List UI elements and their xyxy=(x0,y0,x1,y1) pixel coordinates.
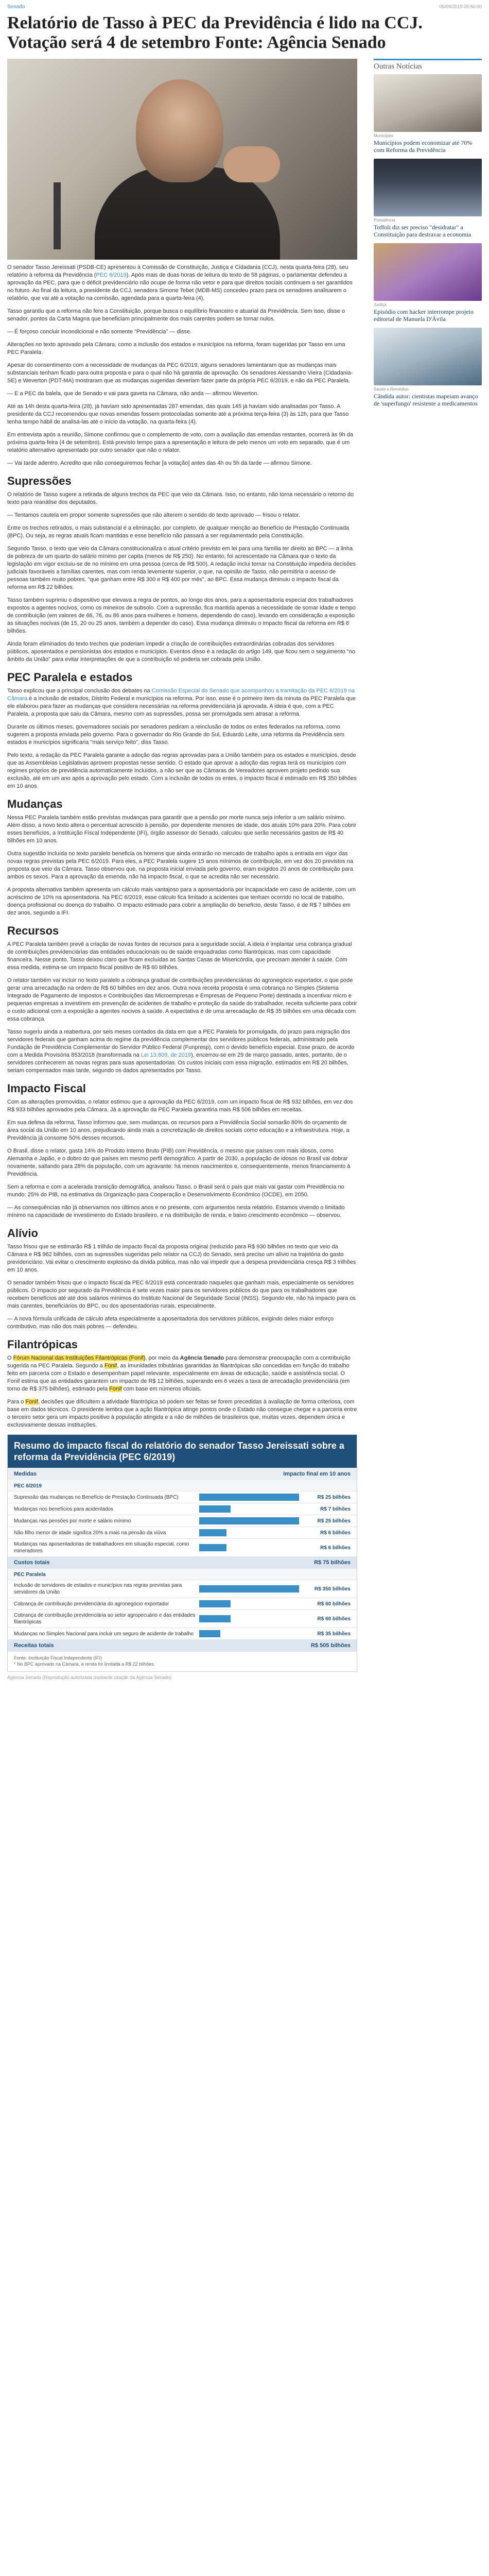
infographic-row xyxy=(8,1580,357,1598)
news-thumbnail[interactable] xyxy=(374,328,482,385)
photo-person xyxy=(136,79,223,182)
infographic-rows-paralela xyxy=(8,1580,357,1639)
impact-bar xyxy=(199,1615,231,1622)
paragraph xyxy=(7,1398,357,1429)
paragraph: Sem a reforma e com a acelerada transição demográfica, analisou Tasso, o Brasil será o país que mais vai gastar com Previdência no mundo: 25% do PIB, na estimativa da Organização para Cooperação e Desenvolvimento Econômico (OCDE), em 2050. xyxy=(7,1184,344,1198)
text-fragment: ). Após mais de duas horas de leitura do texto de 58 páginas, o parlamentar defendeu a aprovação da PEC, para que o déficit previdenciário não ocupe de forma não vetor e para que direitos sociais continuem a ser garantidos no futuro. Ao final da leitura, a presidente da CCJ, senadora Simone Tebet (MDB-MS) concedeu prazo para os senadores analisarem o relatório, que vai até a votação na comissão, agendada para a quarta-feira (4). xyxy=(7,272,353,301)
text-fragment: é a inclusão de estados, Distrito Federal e municípios na reforma. Por isso, esse é o primeiro item da minuta da PEC Paralela que ele elaborou para fazer as mudanças que considera necessárias na reforma previdenciária já aprovada. A ideia é que, com a PEC Paralela, a proposta que saiu da Câmara, mesmo com as supressões, possa ser promulgada sem atrasar a reforma. xyxy=(7,696,356,717)
total-value: R$ 505 bilhões xyxy=(310,1642,351,1649)
paragraph: A PEC Paralela também prevê a criação de novas fontes de recursos para a seguridade social. A ideia é implantar uma cobrança gradual de contribuições previdenciárias das entidades educacionais ou de saúde enquadradas como filantrópicas, mas com capacidade financeira. Nesse ponto, Tasso deixou claro que ficam excluídas as Santas Casas de Misericórdia, que precisam atender à saúde. Com essa medida, estima-se um impacto fiscal positivo de R$ 60 bilhões. xyxy=(7,941,352,971)
lead-photo xyxy=(7,59,357,260)
impact-bar xyxy=(199,1544,226,1551)
infographic-row xyxy=(8,1527,357,1538)
highlighted-text: Fonif xyxy=(109,1386,122,1392)
sidebar-news-item[interactable] xyxy=(374,159,482,238)
infographic-notes xyxy=(8,1652,357,1671)
row-value: R$ 25 bilhões xyxy=(317,1518,351,1524)
bar-track xyxy=(199,1585,304,1592)
news-link[interactable]: Episódio com hacker interrompe projeto editorial de Manuela D'Ávila xyxy=(374,308,474,323)
row-label: Inclusão de servidores de estados e municípios nas regras previstas para servidores da União xyxy=(14,1583,182,1595)
bar-track xyxy=(199,1544,304,1551)
text-fragment: , as imunidades tributárias garantidas às filantrópicas são concedidas em função do trabalho feito em parceria com o Estado e desempenham papel relevante, especialmente em áreas de educação, saúde e assistência social. O Fonif estima que as entidades garantem um impacto de R$ 12 bilhões, superando em 6 vezes a taxa de arrecadação previdenciária (em torno de R$ 375 bilhões), estimado pela xyxy=(7,1363,350,1392)
subtotal-value: R$ 75 bilhões xyxy=(314,1560,351,1566)
group-label: PEC Paralela xyxy=(8,1569,357,1580)
infographic-row xyxy=(8,1609,357,1628)
paragraph: O relatório de Tasso sugere a retirada de alguns trechos da PEC que veio da Câmara. Isso, no entanto, não torna necessário o retorno do texto para reanálise dos deputados. xyxy=(7,492,354,505)
sidebar-news-item[interactable] xyxy=(374,243,482,323)
paragraph: Pelo texto, a redação da PEC Paralela garante a adoção das regras aprovadas para a União também para os estados e municípios, desde que as Assembleias Legislativas aprovem propostas nesse sentido. O estado que aprovar a adoção das regras terá os municípios com regimes próprios de previdência automaticamente incluídos, a não ser que as Câmaras de Vereadores aprovem projeto pedindo sua exclusão, até em um ano após a aprovação pelo estado. Com a inclusão de todos os entes, o impacto fiscal é estimado em R$ 350 bilhões em 10 anos. xyxy=(7,752,357,789)
infographic-columns xyxy=(8,1468,357,1480)
row-label: Mudanças no Simples Nacional para incluir um seguro de acidente de trabalho xyxy=(14,1631,194,1637)
section-heading: Recursos xyxy=(7,924,59,937)
commission-link[interactable]: Comissão Especial do Senado que acompanhou a tramitação da PEC 6/2019 na Câmara xyxy=(7,688,355,702)
paragraph xyxy=(7,264,357,302)
sidebar xyxy=(374,59,482,412)
section-heading: Impacto Fiscal xyxy=(7,1082,86,1095)
paragraph: Durante os últimos meses, governadores sociais por senadores pediram a reinclusão de todos os entes federados na reforma, como sugerem a proposta enviada pelo governo. Para o governador do Rio Grande do Sul, Eduardo Leite, uma reforma da Previdência sem estados e municípios significaria "mais serviço feito", diss Tasso. xyxy=(7,724,344,745)
highlighted-text: Fonif xyxy=(104,1363,117,1369)
news-link[interactable]: Cândida autor: cientistas mapeiam avanço de 'superfungo' resistente a medicamentos xyxy=(374,393,478,407)
news-category: Municípios xyxy=(374,133,394,138)
text-fragment: para demonstrar preocupação com a contribuição sugerida na PEC Paralela. Segundo a xyxy=(7,1355,351,1369)
row-label: Mudanças nas pensões por morte e salário mínimo xyxy=(14,1518,131,1524)
impact-bar xyxy=(199,1529,226,1536)
impact-bar xyxy=(199,1630,220,1637)
infographic-title: Resumo do impacto fiscal do relatório do senador Tasso Jereissati sobre a reforma da Previdência (PEC 6/2019) xyxy=(8,1435,357,1468)
impact-bar xyxy=(199,1494,299,1501)
sidebar-title: Outras Notícias xyxy=(374,59,482,71)
news-category: Saúde e Remédios xyxy=(374,387,409,392)
paragraph: O relator também vai incluir no texto paralelo a cobrança gradual de contribuições previdenciárias do agronegócio exportador, o que pode gerar uma arrecadação na ordem de R$ 60 bilhões em dez anos. Outra nova receita proposta é uma cobrança no Simples (Sistema Integrado de Pagamento de Impostos e Contribuições das Microempresas e Empresas de Pequeno Porte) destinada a incentivar micro e pequenas empresas a investirem em prevenção de acidentes de trabalho e proteção da saúde do trabalhador, receita suficiente para cobrir o custo adicional com a exposição a agentes nocivos à saúde. A expectativa é de uma arrecadação de R$ 35 bilhões em uma década com essa cobrança. xyxy=(7,977,357,1022)
sidebar-news-item[interactable] xyxy=(374,74,482,154)
news-thumbnail[interactable] xyxy=(374,74,482,132)
quote-paragraph: — É forçoso concluir incondicional e não somente "Previdência" — disse. xyxy=(7,329,192,335)
paragraph: O senador também frisou que o impacto fiscal da PEC 6/2019 está concentrado naqueles que ganham mais, especialmente os servidores públicos. O impacto por segurado da Previdência é sete vezes maior para os servidores públicos do que para os trabalhadores que recebem benefícios até até dois salários mínimos do Instituto Nacional de Seguridade Social (INSS). Segundo ele, não há impacto para os mais carentes, beneficiários do BPC, ou dos aposentadorias rurais, especialmente. xyxy=(7,1280,356,1309)
law-link[interactable]: Lei 13.809, de 2019 xyxy=(141,1052,191,1058)
row-value: R$ 60 bilhões xyxy=(317,1616,351,1622)
text-fragment: O senador Tasso Jereissati (PSDB-CE) apresentou à Comissão de Constituição, Justiça e Cidadania (CCJ), nesta quarta-feira (28), seu relatório à reforma da Previdência ( xyxy=(7,264,348,278)
paragraph: Tasso frisou que se estimarão R$ 1 trilhão de impacto fiscal da proposta original (reduzido para R$ 930 bilhões no texto que veio da Câmara e R$ 962 bilhões, com as supressões sugeridas pelo relator na CCJ) do Senado, será preciso um alívio na trajetória do gasto previdenciário. Vai evitar o crescimento explosivo da dívida pública, mas não vai impedir que a despesa previdenciária cresça R$ 3 trilhões em 10 anos. xyxy=(7,1244,356,1273)
text-fragment: Tasso explicou que a principal conclusão dos debates na xyxy=(7,688,152,694)
paragraph: Em sua defesa da reforma, Tasso informou que, sem mudanças, os recursos para a Previdência Social somarão 80% do orçamento de área social da União em 10 anos, prejudicando ainda mais a concretização de direitos sociais como educação e a infraestrutura. Hoje, a Previdência já consome 50% desses recursos. xyxy=(7,1120,350,1141)
quote-paragraph: — Tentamos cautela em propor somente supressões que não alterem o sentido do texto aprovado — frisou o relator. xyxy=(7,512,301,518)
infographic-row xyxy=(8,1598,357,1609)
paragraph: Ainda foram eliminados do texto trechos que poderiam impedir a criação de contribuições extraordinárias cobradas dos servidores públicos, aposentados e pensionistas dos estados e municípios. Eventos disso é a redação do artigo 149, que ficou sem o seguimento "no âmbito da União" para evitar interpretações de que a contribuição só poderia ser cobrada pela União. xyxy=(7,641,355,663)
subtotal-row xyxy=(8,1556,357,1569)
page-footer: Agência Senado (Reprodução autorizada mediante citação da Agência Senado) xyxy=(7,1675,172,1680)
bar-track xyxy=(199,1505,304,1513)
text-fragment: , decisões que dificultem a atividade filantrópica só podem ser feitas se forem precedidas à avaliação de forma criteriosa, com base em dados técnicos. O presidente lembra que a ação filantrópica atinge pontos onde o Estado não consegue chegar e a parceria entre o terceiro setor gera um impacto positivo à população atingida e a não de milhões de brasileiros que, muitas vezes, dependem única e exclusivamente dessas instituições. xyxy=(7,1399,357,1428)
quote-paragraph: — As consequências não já observamos nos últimos anos e no presente, com argumentos nesta relatório. Estamos vivendo o limitado mínimo na capacidade de investimento do Estado brasileiro, e na distribuição de renda, e baixo crescimento econômico — observou. xyxy=(7,1205,345,1218)
row-value: R$ 60 bilhões xyxy=(317,1601,351,1607)
impact-bar xyxy=(199,1517,299,1524)
news-thumbnail[interactable] xyxy=(374,159,482,216)
row-label: Não filho menor de idade significa 20% a mais na pensão da viúva xyxy=(14,1530,166,1536)
news-link[interactable]: Municípios podem economizar até 70% com Reforma da Previdência xyxy=(374,139,473,154)
article-body xyxy=(7,264,357,1429)
row-value: R$ 350 bilhões xyxy=(314,1586,351,1592)
impact-bar xyxy=(199,1585,299,1592)
paragraph: Tasso garantiu que a reforma não fere a Constituição, porque busca o equilíbrio financeiro e atuarial da Previdência. Sem isso, disse o senador, pontos da Carta Magna que beneficiam principalmente dos mais carentes podem se tornar nulos. xyxy=(7,308,345,322)
paragraph: Com as alterações promovidas, o relator estimou que a aprovação da PEC 6/2019, com um impacto fiscal de R$ 932 bilhões, em vez dos R$ 933 bilhões aprovados pela Câmara. Já a aprovação da PEC Paralela garantiria mais R$ 506 bilhões em receitas. xyxy=(7,1099,353,1113)
subtotal-label: Custos totais xyxy=(14,1560,50,1566)
quote-paragraph: — A nova fórmula unificada de cálculo afeta especialmente a aposentadoria dos servidores públicos, exigindo deles maior esforço contributivo, mas não dos mais pobres — defendeu. xyxy=(7,1316,334,1330)
highlighted-text: Fórum Nacional das Instituições Filantrópicas (Fonif) xyxy=(13,1355,146,1361)
paragraph: Em entrevista após a reunião, Simone confirmou que o complemento de voto, com a avaliação das emendas restantes, ocorrerá às 9h da próxima quarta-feira (4 de setembro). Está previsto tempo para a apresentação e leitura de pelo menos um voto em separado, que é um relatório alternativo apresentado por outro senador que não o relator. xyxy=(7,432,353,453)
paragraph xyxy=(7,1028,357,1075)
source-note: Fonte: Instituição Fiscal Independente (IFI) xyxy=(14,1655,102,1660)
news-thumbnail[interactable] xyxy=(374,243,482,301)
impact-bar xyxy=(199,1600,231,1607)
group-label: PEC 6/2019 xyxy=(8,1480,357,1491)
impact-bar xyxy=(199,1505,231,1513)
row-label: Mudanças nas aposentadorias de trabalhadores em situação especial, como mineradores xyxy=(14,1541,189,1554)
bar-track xyxy=(199,1600,304,1607)
column-measures: Medidas xyxy=(14,1471,37,1477)
section-heading: Mudanças xyxy=(7,798,63,810)
row-value: R$ 7 bilhões xyxy=(320,1506,351,1512)
bar-track xyxy=(199,1630,304,1637)
paragraph: Alterações no texto aprovado pela Câmara, como a inclusão dos estados e municípios na reforma, foram sugeridas por Tasso em uma PEC Paralela. xyxy=(7,342,345,355)
paragraph: Entre os trechos retirados, o mais substancial é a eliminação, por completo, de qualquer menção ao Benefício de Prestação Continuada (BPC). Ou seja, as regras atuais ficam mantidas e esse benefício não passará a ser regulamentado pela Constituição. xyxy=(7,525,350,539)
text-fragment: Tasso sugeriu ainda a reabertura, por seis meses contados da data em que a PEC Paralela for promulgada, do prazo para migração dos servidores federais que ganham acima do regime da previdência complementar dos servidores públicos federais, administrado pela Fundação de Previdência Complementar do Servidor Público Federal (Funpresp), com o devido benefício especial. Esse prazo, de acordo com a Medida Provisória 853/2018 (transformada na xyxy=(7,1029,355,1058)
infographic-row xyxy=(8,1538,357,1556)
total-label: Receitas totais xyxy=(14,1642,54,1649)
section-heading: Filantrópicas xyxy=(7,1338,78,1351)
paragraph xyxy=(7,1354,357,1393)
paragraph: O Brasil, disse o relator, gasta 14% do Produto Interno Bruto (PIB) com Previdência, o mesmo que países com mais idosos, como Alemanha e Japão, e o dobro do que países em mesmo perfil demográfico. A partir de 2030, a população de idosos no Brasil vai dobrar novamente, saltando para 28% da população, com um agravante: há menos nascimentos e, consequentemente, menos financiamento à Previdência. xyxy=(7,1148,351,1177)
row-label: Cobrança de contribuição previdenciária ao setor agropecuário e das entidades filantrópicas xyxy=(14,1613,196,1625)
section-heading: Alívio xyxy=(7,1227,38,1240)
text-fragment: com base em números oficiais. xyxy=(121,1386,202,1392)
paragraph xyxy=(7,687,357,718)
bar-track xyxy=(199,1615,304,1622)
infographic-row xyxy=(8,1515,357,1527)
text-fragment: ), encerrou-se em 29 de março passado, antes, portanto, de o servidores conhecerem as novas regras para suas aposentadorias. Os custos iniciais com essa migração, estimados em R$ 20 bilhões, seriam compensados mais tarde, segundo os dados apresentados por Tasso. xyxy=(7,1052,348,1074)
section-heading: Supressões xyxy=(7,474,72,487)
photo-microphone xyxy=(54,182,61,249)
photo-hand xyxy=(223,146,280,182)
row-label: Cobrança de contribuição previdenciária do agronegócio exportador xyxy=(14,1601,169,1607)
bar-track xyxy=(199,1494,304,1501)
quote-paragraph: — Vai tarde adentro. Acredito que não conseguiremos fechar [a votação] antes das 4h ou 5h da tarde — afirmou Simone. xyxy=(7,460,312,466)
bar-track xyxy=(199,1517,304,1524)
row-value: R$ 35 bilhões xyxy=(317,1631,351,1637)
row-label: Mudanças nos benefícios para acidentados xyxy=(14,1506,113,1512)
infographic-row xyxy=(8,1491,357,1503)
paragraph: Nessa PEC Paralela também estão previstas mudanças para garantir que a pensão por morte nunca seja inferior a um salário mínimo. Além disso, a novo texto altera o percentual acrescido à pensão, por dependente menores de idade, dos atuais 10% para 20%. Para cobrir esses benefícios, a Instituição Fiscal Independente (IFI), órgão assessor do Senado, calculou que serão necessários gastos de R$ 40 bilhões em 10 anos. xyxy=(7,815,357,844)
sidebar-news-item[interactable] xyxy=(374,328,482,407)
news-link[interactable]: Toffoli diz ser preciso "desidratar" a Constituição para destravar a economia xyxy=(374,224,471,238)
publish-timestamp: 05/09/2019 05:50:00 xyxy=(439,4,482,9)
impact-infographic xyxy=(7,1434,357,1672)
news-category: Previdência xyxy=(374,218,395,223)
main-column xyxy=(7,59,362,1680)
bar-track xyxy=(199,1529,304,1536)
paragraph: Até as 14h desta quarta-feira (28), já haviam sido apresentadas 287 emendas, das quais 145 já haviam sido analisadas por Tasso. A presidente da CCJ recomendou que novas emendas fossem protocoladas somente até a próxima terça-feira (3) às 12h, para que Tasso tenha tempo hábil de analisá-las até o início da votação, na quarta-feira (4). xyxy=(7,403,349,425)
paragraph: Tasso também suprimiu o dispositivo que elevava a regra de pontos, ao longo dos anos, para a aposentadoria especial dos trabalhadores expostos a agentes nocivos, como os mineiros de subsolo. Com a supressão, fica mantida apenas a necessidade de somar idade e tempo de contribuição (em valores de 66, 76, ou 86 anos para mulheres e homens, dependendo do caso), levando em consideração a exposição às situações nocivas (de 15, 20 ou 25 anos, também a depender do caso). Essa mudança diminuiu o impacto fiscal da reforma em R$ 6 bilhões. xyxy=(7,597,356,634)
row-label: Supressão das mudanças no Benefício de Prestação Continuada (BPC) xyxy=(14,1494,179,1500)
section-link[interactable]: Senado xyxy=(7,4,25,10)
text-fragment: O xyxy=(7,1355,13,1361)
paragraph: A proposta alternativa também apresenta um cálculo mais vantajoso para a aposentadoria por incapacidade em caso de acidente, com um acréscimo de 10% na aposentadoria. Na PEC 6/2019, esse cálculo fica limitado a acidentes que tenham ocorrido no local de trabalho, doença profissional ou doença do trabalho. O impacto estimado para cobrir a ampliação do benefício, deste Tasso, é de R$ 7 bilhões em dez anos, segundo a IFI. xyxy=(7,887,356,916)
row-value: R$ 6 bilhões xyxy=(320,1545,351,1551)
content-layout xyxy=(7,59,482,1680)
infographic-row xyxy=(8,1628,357,1639)
infographic-row xyxy=(8,1503,357,1515)
total-row xyxy=(8,1639,357,1652)
row-value: R$ 6 bilhões xyxy=(320,1530,351,1536)
infographic-rows-pec6 xyxy=(8,1491,357,1556)
section-heading: PEC Paralela e estados xyxy=(7,671,133,684)
news-category: Justiça xyxy=(374,302,387,307)
headline: Relatório de Tasso à PEC da Previdência é lido na CCJ. Votação será 4 de setembro Fonte: Agência Senado xyxy=(7,13,423,52)
highlighted-text: Fonif xyxy=(25,1399,38,1405)
column-impact: Impacto final em 10 anos xyxy=(283,1471,351,1477)
text-fragment: , por meio da xyxy=(145,1355,180,1361)
paragraph: Segundo Tasso, o texto que veio da Câmara constitucionaliza o atual critério previsto em lei para uma família ter direito ao BPC — a linha de pobreza de um quarto do salário mínimo per capita (menos de R$ 250). No entanto, foi acrescentado na Câmara que o texto da legislação em vigor excluiu-se de no mínimo em uma pessoa (cerca de R$ 500). A redação inclui tornar na Constituição impediria decisões judiciais favoráveis a famílias carentes, mas com renda levemente superior, o que, na opinião de Tasso, não permitiria o acesso de pessoas também muito pobres, "que ganham entre R$ 300 e R$ 400 por mês", ao BPC. Essa mudança diminuiu o impacto fiscal da reforma em R$ 22 bilhões. xyxy=(7,546,356,590)
quote-paragraph: — E a PEC da balela, que de Senado e vai para gaveta na Câmara, não anda — afirmou Weverton. xyxy=(7,391,259,397)
top-bar xyxy=(7,4,482,11)
footnote: * No BPC aprovado na Câmara, a renda foi limitada a R$ 22 bilhões. xyxy=(14,1662,155,1667)
text-fragment: Para o xyxy=(7,1399,26,1405)
bold-text: Agência Senado xyxy=(180,1355,224,1361)
pec-link[interactable]: PEC 6/2019 xyxy=(96,272,127,278)
paragraph: Apesar do consentimento com a necessidade de mudanças da PEC 6/2019, alguns senadores lamentaram que as mudanças mais substanciais tenham ficado para outra proposta e para o qual não há garantia de aprovação. Os senadores Alessandro Vieira (Cidadania-SE) e Weverton (PDT-MA) mostraram que as mudanças sugeridas deveriam fazer parte da própria PEC 6/2019, e não da PEC Paralela. xyxy=(7,362,353,384)
paragraph: Outra sugestão incluída no texto paralelo beneficia os homens que ainda entrarão no mercado de trabalho após a entrada em vigor das novas regras previstas pela PEC 6/2019. Para eles, a PEC Paralela sugere 15 anos mínimos de contribuição, em vez dos 20 previstos na proposta que veio da Câmara. Tasso observou que, na proposta inicial enviada pelo governo, eram exigidos 20 anos de contribuição para ambos os sexos. Para a aprovação da emenda, não há impacto fiscal, o que se acredita não ser necessário. xyxy=(7,851,353,880)
row-value: R$ 25 bilhões xyxy=(317,1494,351,1500)
